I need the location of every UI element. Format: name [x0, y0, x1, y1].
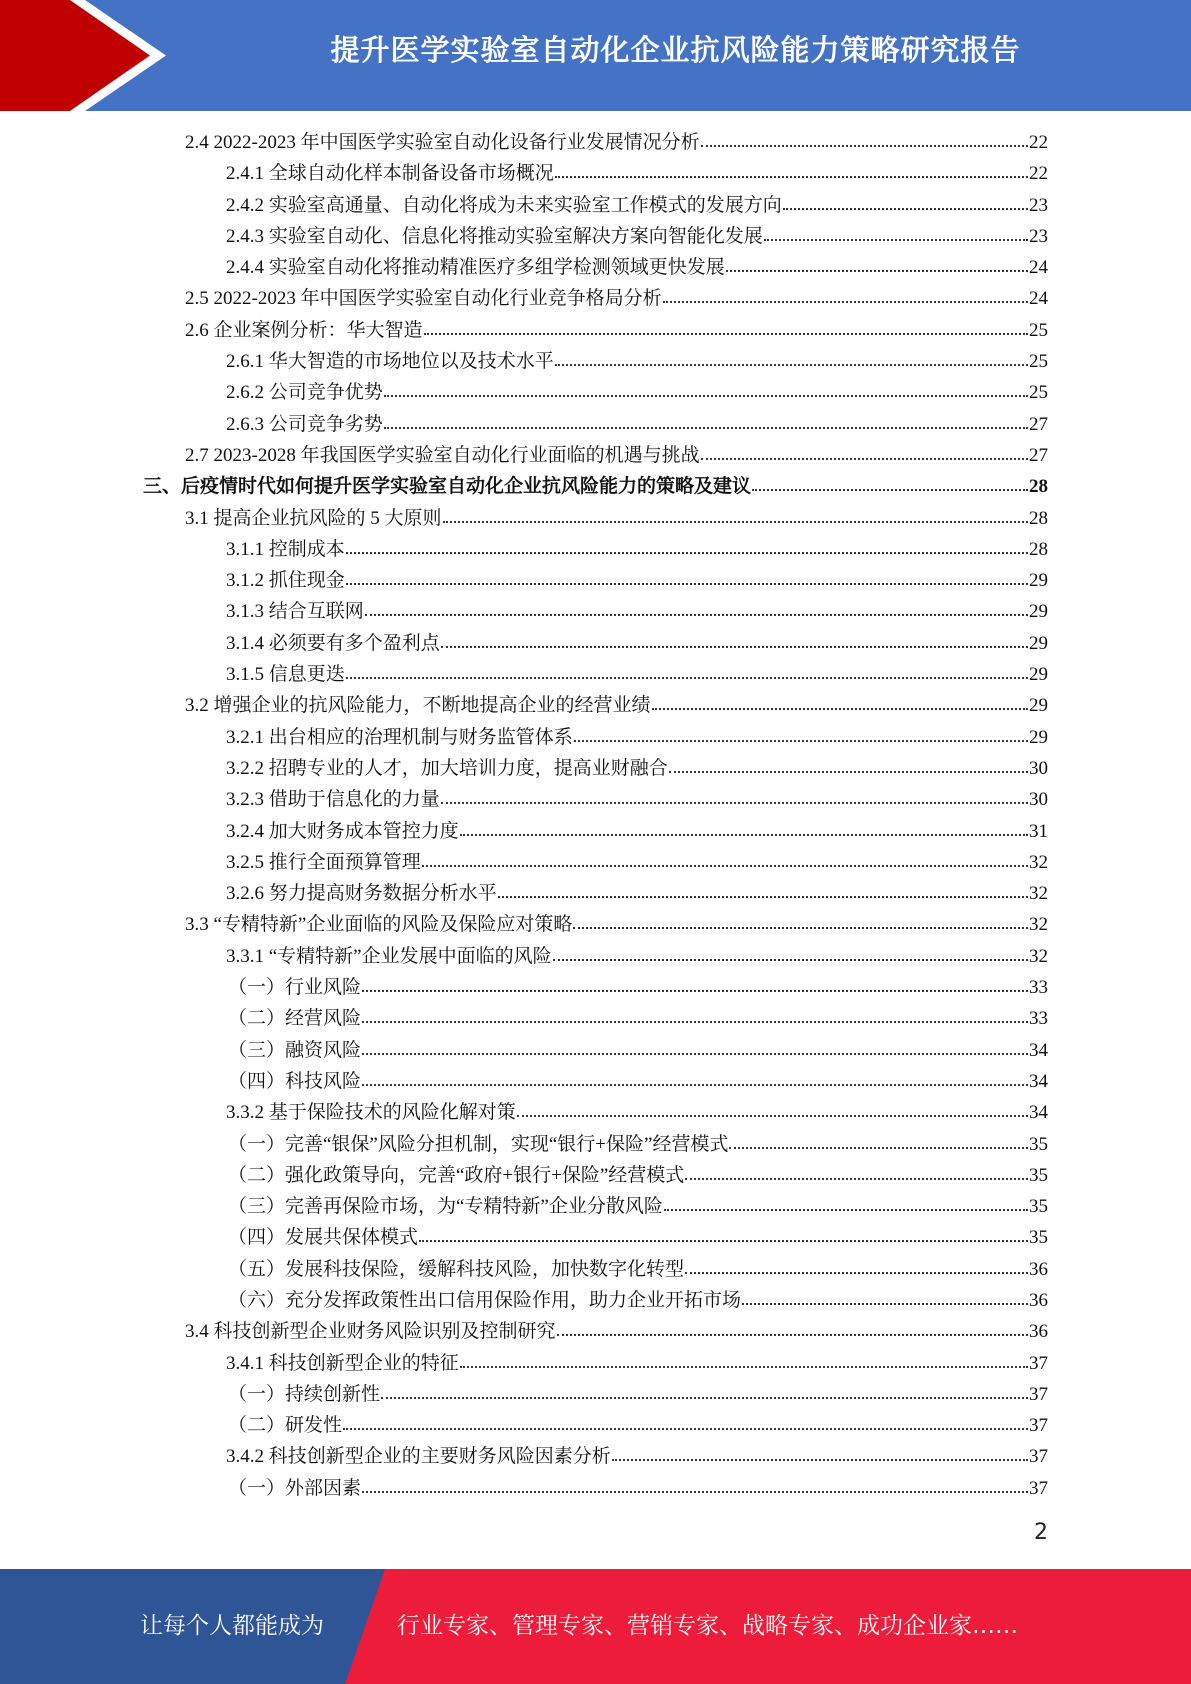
- toc-dot-leader: [362, 1034, 1028, 1055]
- toc-entry[interactable]: [0, 471, 1191, 502]
- toc-entry-page: 23: [1029, 194, 1048, 216]
- toc-dot-leader: [726, 251, 1028, 272]
- footer-slogan-left: 让每个人都能成为: [140, 1613, 324, 1639]
- toc-entry[interactable]: [0, 753, 1191, 784]
- toc-entry[interactable]: [0, 409, 1191, 440]
- toc-entry-label: （四）科技风险: [228, 1070, 362, 1092]
- toc-entry[interactable]: [0, 315, 1191, 346]
- toc-entry[interactable]: [0, 1191, 1191, 1222]
- toc-dot-leader: [557, 1315, 1028, 1336]
- toc-entry-label: 2.4 2022-2023 年中国医学实验室自动化设备行业发展情况分析: [185, 132, 700, 153]
- toc-dot-leader: [365, 595, 1028, 616]
- toc-entry-label: 3.1.4 必须要有多个盈利点: [226, 632, 440, 654]
- toc-entry[interactable]: [0, 1441, 1191, 1472]
- toc-dot-leader: [764, 220, 1028, 241]
- toc-entry-page: 29: [1029, 632, 1048, 654]
- toc-entry-label: 2.4.4 实验室自动化将推动精准医疗多组学检测领域更快发展: [226, 257, 725, 279]
- toc-entry-label: 2.6.2 公司竞争优势: [226, 382, 383, 404]
- toc-entry[interactable]: [0, 534, 1191, 565]
- toc-entry-label: 3.1.1 控制成本: [226, 538, 345, 560]
- toc-entry-label: 3.4 科技创新型企业财务风险识别及控制研究: [185, 1321, 556, 1343]
- toc-entry-page: 24: [1029, 257, 1048, 279]
- toc-entry[interactable]: [0, 909, 1191, 940]
- toc-entry[interactable]: [0, 1222, 1191, 1253]
- toc-entry-page: 25: [1029, 351, 1048, 373]
- toc-entry[interactable]: [0, 221, 1191, 252]
- toc-entry[interactable]: [0, 1035, 1191, 1066]
- toc-entry-page: 27: [1029, 413, 1048, 435]
- header-banner: [0, 0, 1191, 111]
- toc-dot-leader: [362, 1065, 1028, 1086]
- toc-dot-leader: [346, 658, 1028, 679]
- toc-entry-page: 36: [1029, 1321, 1048, 1343]
- toc-dot-leader: [669, 752, 1028, 773]
- toc-entry[interactable]: [0, 503, 1191, 534]
- toc-dot-leader: [419, 1221, 1028, 1242]
- toc-dot-leader: [362, 1472, 1028, 1493]
- footer-slogan-right: 行业专家、管理专家、营销专家、战略专家、成功企业家……: [397, 1613, 1018, 1639]
- toc-entry-page: 36: [1029, 1289, 1048, 1311]
- toc-entry-page: 28: [1029, 507, 1048, 529]
- toc-dot-leader: [362, 1002, 1028, 1023]
- toc-entry-label: （四）发展共保体模式: [228, 1227, 419, 1249]
- toc-entry[interactable]: [0, 628, 1191, 659]
- toc-entry-label: 3.2.2 招聘专业的人才，加大培训力度，提高业财融合: [226, 757, 668, 779]
- toc-entry-page: 34: [1029, 1039, 1048, 1061]
- toc-entry-label: 3.4.1 科技创新型企业的特征: [226, 1352, 459, 1374]
- toc-entry-label: 3.2.1 出台相应的治理机制与财务监管体系: [226, 726, 573, 748]
- toc-dot-leader: [701, 439, 1028, 460]
- toc-dot-leader: [555, 345, 1028, 366]
- toc-entry[interactable]: [0, 252, 1191, 283]
- toc-dot-leader: [443, 502, 1028, 523]
- toc-entry[interactable]: [0, 440, 1191, 471]
- toc-entry[interactable]: [0, 1473, 1191, 1504]
- toc-dot-leader: [555, 157, 1028, 178]
- toc-entry[interactable]: [0, 878, 1191, 909]
- toc-entry-page: 32: [1029, 851, 1048, 873]
- toc-entry-page: 28: [1029, 476, 1048, 498]
- toc-dot-leader: [652, 689, 1028, 710]
- toc-entry-page: 37: [1029, 1383, 1048, 1405]
- toc-entry-label: 3.2.3 借助于信息化的力量: [226, 789, 440, 811]
- toc-entry-page: 31: [1029, 820, 1048, 842]
- page-number: 2: [1034, 1520, 1048, 1545]
- toc-entry-page: 34: [1029, 1102, 1048, 1124]
- toc-entry-label: 3.1 提高企业抗风险的 5 大原则: [185, 507, 442, 529]
- toc-dot-leader: [498, 877, 1028, 898]
- toc-entry[interactable]: [0, 941, 1191, 972]
- report-title: 提升医学实验室自动化企业抗风险能力策略研究报告: [330, 33, 1021, 67]
- toc-entry-label: 2.6.1 华大智造的市场地位以及技术水平: [226, 351, 554, 373]
- toc-entry[interactable]: [0, 1160, 1191, 1191]
- toc-entry-page: 24: [1029, 288, 1048, 310]
- toc-entry-page: 22: [1029, 132, 1048, 153]
- toc-entry-label: （六）充分发挥政策性出口信用保险作用，助力企业开拓市场: [228, 1289, 742, 1311]
- toc-entry[interactable]: [0, 283, 1191, 314]
- toc-entry-page: 37: [1029, 1446, 1048, 1468]
- header-red-arrow: [0, 0, 150, 111]
- toc-entry[interactable]: [0, 158, 1191, 189]
- toc-entry-page: 25: [1029, 382, 1048, 404]
- toc-dot-leader: [573, 908, 1028, 929]
- toc-entry-page: 29: [1029, 664, 1048, 686]
- toc-entry-page: 32: [1029, 883, 1048, 905]
- toc-entry-page: 35: [1029, 1164, 1048, 1186]
- toc-entry[interactable]: [0, 1129, 1191, 1160]
- toc-dot-leader: [441, 627, 1028, 648]
- toc-dot-leader: [460, 1347, 1028, 1368]
- toc-entry[interactable]: [0, 1410, 1191, 1441]
- toc-entry[interactable]: [0, 596, 1191, 627]
- toc-entry[interactable]: [0, 1097, 1191, 1128]
- toc-entry-label: 3.3 “专精特新”企业面临的风险及保险应对策略: [185, 914, 573, 936]
- table-of-contents: [0, 127, 1191, 1504]
- toc-entry[interactable]: [0, 1285, 1191, 1316]
- toc-dot-leader: [517, 1096, 1028, 1117]
- toc-dot-leader: [742, 1284, 1028, 1305]
- toc-dot-leader: [362, 971, 1028, 992]
- toc-entry-label: （三）完善再保险市场，为“专精特新”企业分散风险: [228, 1196, 663, 1218]
- toc-entry-page: 37: [1029, 1477, 1048, 1499]
- toc-dot-leader: [701, 126, 1028, 147]
- toc-entry-label: 2.6 企业案例分析：华大智造: [185, 319, 423, 341]
- toc-entry-label: 3.2.6 努力提高财务数据分析水平: [226, 883, 497, 905]
- toc-entry[interactable]: [0, 816, 1191, 847]
- toc-entry[interactable]: [0, 190, 1191, 221]
- toc-entry[interactable]: [0, 1316, 1191, 1347]
- toc-entry-label: （三）融资风险: [228, 1039, 362, 1061]
- toc-dot-leader: [441, 783, 1028, 804]
- toc-entry-label: 2.4.3 实验室自动化、信息化将推动实验室解决方案向智能化发展: [226, 225, 763, 247]
- toc-dot-leader: [422, 846, 1028, 867]
- toc-dot-leader: [685, 1159, 1028, 1180]
- toc-entry-page: 37: [1029, 1415, 1048, 1437]
- toc-dot-leader: [384, 408, 1028, 429]
- toc-entry-page: 29: [1029, 726, 1048, 748]
- toc-entry-page: 30: [1029, 789, 1048, 811]
- toc-entry-label: 3.2.4 加大财务成本管控力度: [226, 820, 459, 842]
- toc-entry-page: 35: [1029, 1227, 1048, 1249]
- toc-entry-label: 2.4.1 全球自动化样本制备设备市场概况: [226, 163, 554, 185]
- toc-entry[interactable]: [0, 1379, 1191, 1410]
- toc-entry-page: 33: [1029, 977, 1048, 999]
- toc-dot-leader: [685, 1253, 1028, 1274]
- toc-entry-label: 3.1.2 抓住现金: [226, 570, 345, 592]
- toc-entry[interactable]: [0, 972, 1191, 1003]
- toc-entry[interactable]: [0, 847, 1191, 878]
- toc-entry-label: （一）持续创新性: [228, 1383, 381, 1405]
- toc-dot-leader: [346, 533, 1028, 554]
- toc-entry-page: 35: [1029, 1133, 1048, 1155]
- toc-dot-leader: [346, 564, 1028, 585]
- toc-entry-label: （五）发展科技保险，缓解科技风险，加快数字化转型: [228, 1258, 685, 1280]
- toc-dot-leader: [460, 815, 1028, 836]
- toc-dot-leader: [664, 1190, 1028, 1211]
- toc-entry-page: 29: [1029, 601, 1048, 623]
- toc-entry-label: 2.4.2 实验室高通量、自动化将成为未来实验室工作模式的发展方向: [226, 194, 782, 216]
- toc-dot-leader: [783, 189, 1028, 210]
- toc-dot-leader: [752, 470, 1028, 491]
- toc-entry-label: （二）研发性: [228, 1415, 343, 1437]
- toc-entry-label: 2.6.3 公司竞争劣势: [226, 413, 383, 435]
- toc-entry-label: 2.7 2023-2028 年我国医学实验室自动化行业面临的机遇与挑战: [185, 444, 700, 466]
- toc-dot-leader: [381, 1378, 1028, 1399]
- toc-dot-leader: [384, 376, 1028, 397]
- toc-entry-page: 28: [1029, 538, 1048, 560]
- toc-entry-label: 3.2 增强企业的抗风险能力，不断地提高企业的经营业绩: [185, 695, 651, 717]
- toc-entry-page: 33: [1029, 1008, 1048, 1030]
- toc-entry-label: 3.3.1 “专精特新”企业发展中面临的风险: [226, 945, 552, 967]
- toc-entry-page: 32: [1029, 945, 1048, 967]
- toc-entry[interactable]: [0, 690, 1191, 721]
- toc-entry-page: 23: [1029, 225, 1048, 247]
- toc-entry-label: 3.2.5 推行全面预算管理: [226, 851, 421, 873]
- toc-entry[interactable]: [0, 127, 1191, 158]
- toc-entry-label: （一）完善“银保”风险分担机制，实现“银行+保险”经营模式: [228, 1133, 729, 1155]
- toc-entry[interactable]: [0, 1348, 1191, 1379]
- toc-entry-label: （二）经营风险: [228, 1008, 362, 1030]
- toc-dot-leader: [574, 721, 1028, 742]
- toc-dot-leader: [424, 314, 1028, 335]
- toc-entry[interactable]: [0, 1254, 1191, 1285]
- toc-entry-page: 22: [1029, 163, 1048, 185]
- toc-entry-label: 3.1.3 结合互联网: [226, 601, 364, 623]
- toc-entry-page: 29: [1029, 570, 1048, 592]
- toc-entry-label: 三、后疫情时代如何提升医学实验室自动化企业抗风险能力的策略及建议: [143, 476, 752, 498]
- toc-entry-page: 36: [1029, 1258, 1048, 1280]
- toc-entry-page: 37: [1029, 1352, 1048, 1374]
- toc-entry-page: 32: [1029, 914, 1048, 936]
- toc-entry-page: 35: [1029, 1196, 1048, 1218]
- toc-entry-page: 34: [1029, 1070, 1048, 1092]
- toc-entry[interactable]: [0, 377, 1191, 408]
- toc-dot-leader: [729, 1128, 1028, 1149]
- toc-entry-page: 29: [1029, 695, 1048, 717]
- toc-dot-leader: [612, 1440, 1028, 1461]
- toc-entry[interactable]: [0, 1003, 1191, 1034]
- toc-dot-leader: [553, 940, 1028, 961]
- toc-entry[interactable]: [0, 784, 1191, 815]
- toc-entry-label: 3.3.2 基于保险技术的风险化解对策: [226, 1102, 516, 1124]
- toc-dot-leader: [343, 1409, 1028, 1430]
- toc-dot-leader: [663, 282, 1028, 303]
- toc-entry-label: 2.5 2022-2023 年中国医学实验室自动化行业竞争格局分析: [185, 288, 662, 310]
- toc-entry[interactable]: [0, 346, 1191, 377]
- toc-entry[interactable]: [0, 659, 1191, 690]
- toc-entry-label: （一）外部因素: [228, 1477, 362, 1499]
- toc-entry[interactable]: [0, 1066, 1191, 1097]
- toc-entry[interactable]: [0, 722, 1191, 753]
- toc-entry-page: 30: [1029, 757, 1048, 779]
- toc-entry-label: （一）行业风险: [228, 977, 362, 999]
- toc-entry-page: 27: [1029, 444, 1048, 466]
- toc-entry[interactable]: [0, 565, 1191, 596]
- footer-banner: [0, 1569, 1191, 1684]
- toc-entry-label: 3.1.5 信息更迭: [226, 664, 345, 686]
- toc-entry-page: 25: [1029, 319, 1048, 341]
- toc-entry-label: 3.4.2 科技创新型企业的主要财务风险因素分析: [226, 1446, 611, 1468]
- toc-entry-label: （二）强化政策导向，完善“政府+银行+保险”经营模式: [228, 1164, 685, 1186]
